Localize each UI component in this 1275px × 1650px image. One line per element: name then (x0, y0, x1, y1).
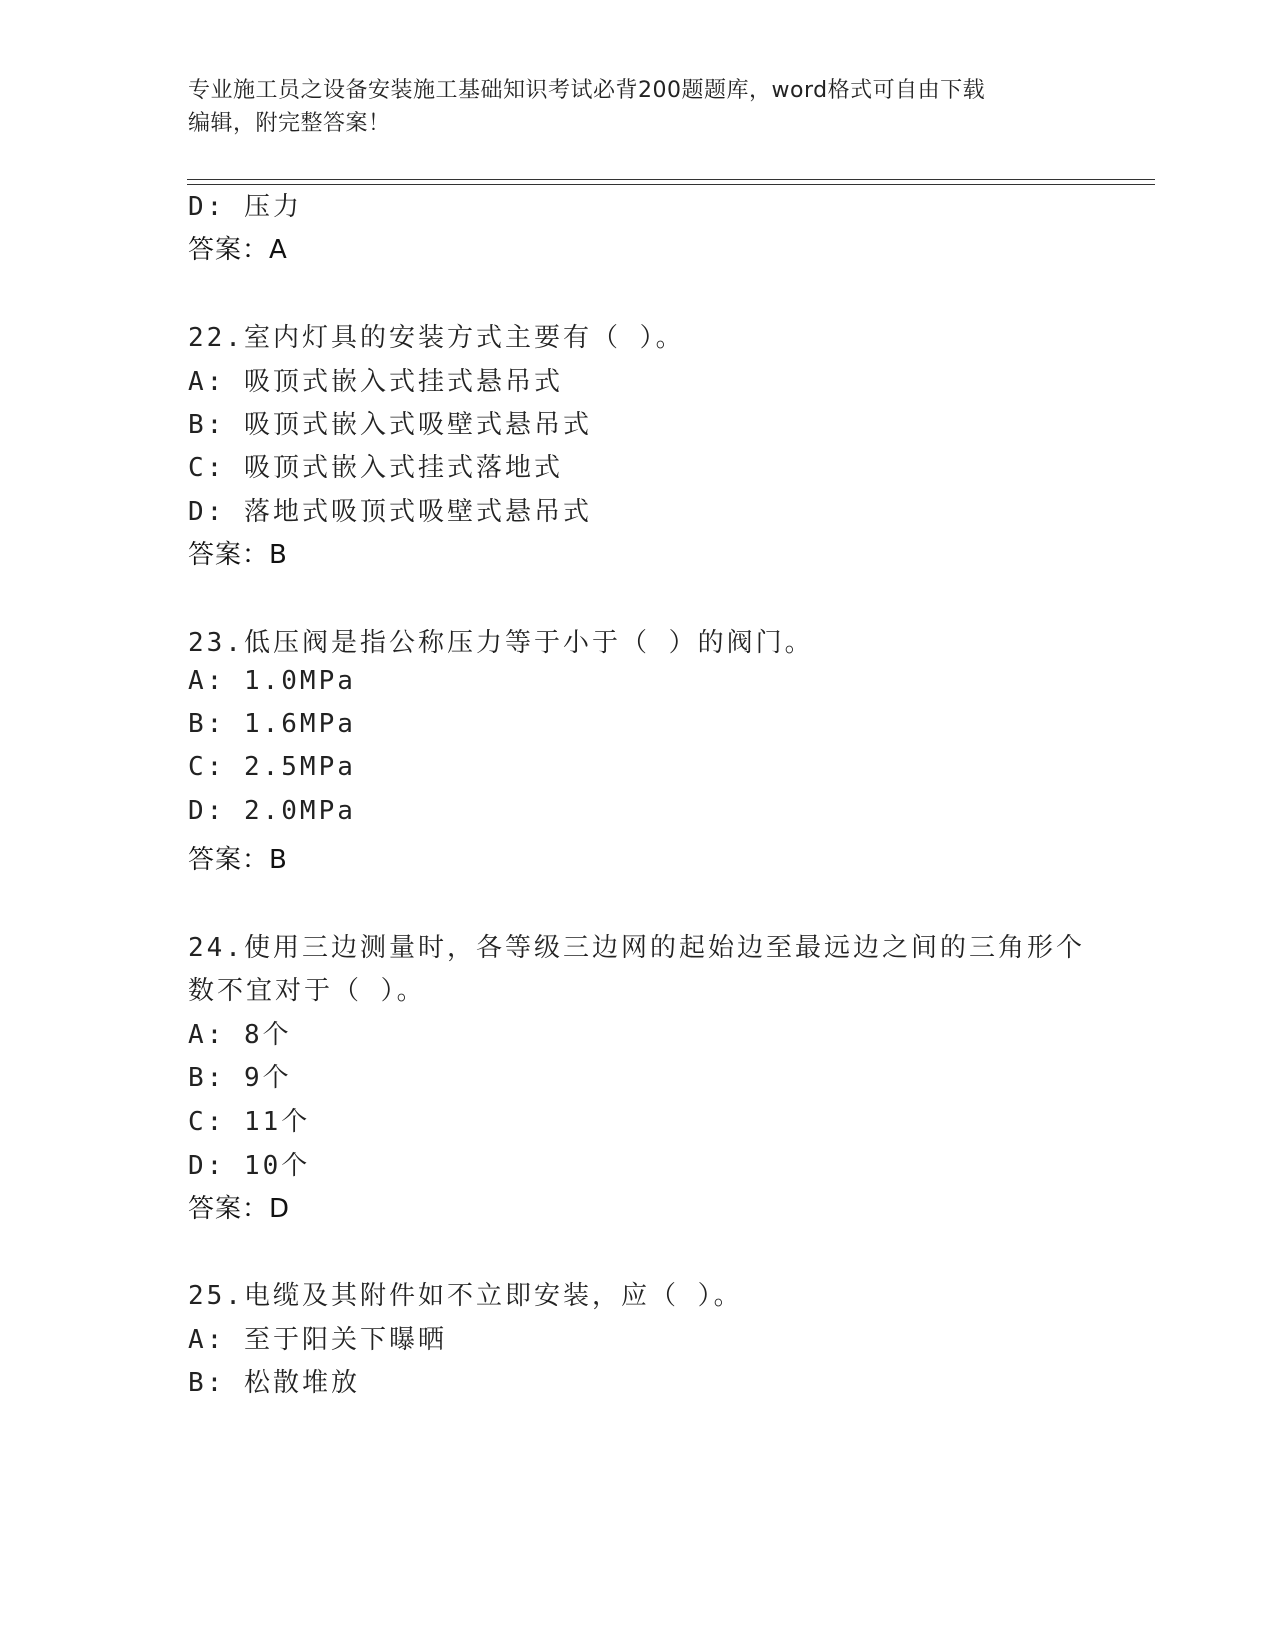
q22-answer: 答案：B (188, 540, 288, 570)
q22-option-c: C: 吸顶式嵌入式挂式落地式 (188, 453, 563, 483)
q23-option-b: B: 1.6MPa (188, 709, 356, 739)
q25-option-a: A: 至于阳关下曝晒 (188, 1325, 447, 1355)
q23-option-d: D: 2.0MPa (188, 796, 356, 826)
prev-question-answer: 答案：A (188, 235, 288, 265)
header-title-line-2: 编辑，附完整答案！ (188, 111, 391, 136)
q23-answer: 答案：B (188, 845, 288, 875)
q24-option-b: B: 9个 (188, 1063, 292, 1093)
q25-option-b: B: 松散堆放 (188, 1368, 360, 1398)
q25-question: 25.电缆及其附件如不立即安装，应（ ）。 (188, 1281, 743, 1311)
q24-answer: 答案：D (188, 1194, 291, 1224)
q22-option-d: D: 落地式吸顶式吸壁式悬吊式 (188, 497, 592, 527)
q24-question-line-1: 24.使用三边测量时，各等级三边网的起始边至最远边之间的三角形个 (188, 933, 1085, 963)
q24-question-line-2: 数不宜对于（ ）。 (188, 976, 426, 1006)
header-divider (187, 179, 1155, 185)
q22-question: 22.室内灯具的安装方式主要有（ ）。 (188, 323, 685, 353)
header-title-line-1: 专业施工员之设备安装施工基础知识考试必背200题题库，word格式可自由下载 (188, 78, 986, 103)
q22-option-a: A: 吸顶式嵌入式挂式悬吊式 (188, 367, 563, 397)
q22-option-b: B: 吸顶式嵌入式吸壁式悬吊式 (188, 410, 592, 440)
page-header (188, 74, 1068, 140)
q23-option-a: A: 1.0MPa (188, 666, 356, 696)
q23-option-c: C: 2.5MPa (188, 752, 356, 782)
q24-option-c: C: 11个 (188, 1107, 311, 1137)
q24-option-d: D: 10个 (188, 1151, 311, 1181)
q23-question: 23.低压阀是指公称压力等于小于（ ）的阀门。 (188, 628, 814, 658)
prev-question-option-d: D: 压力 (188, 192, 302, 222)
q24-option-a: A: 8个 (188, 1020, 292, 1050)
